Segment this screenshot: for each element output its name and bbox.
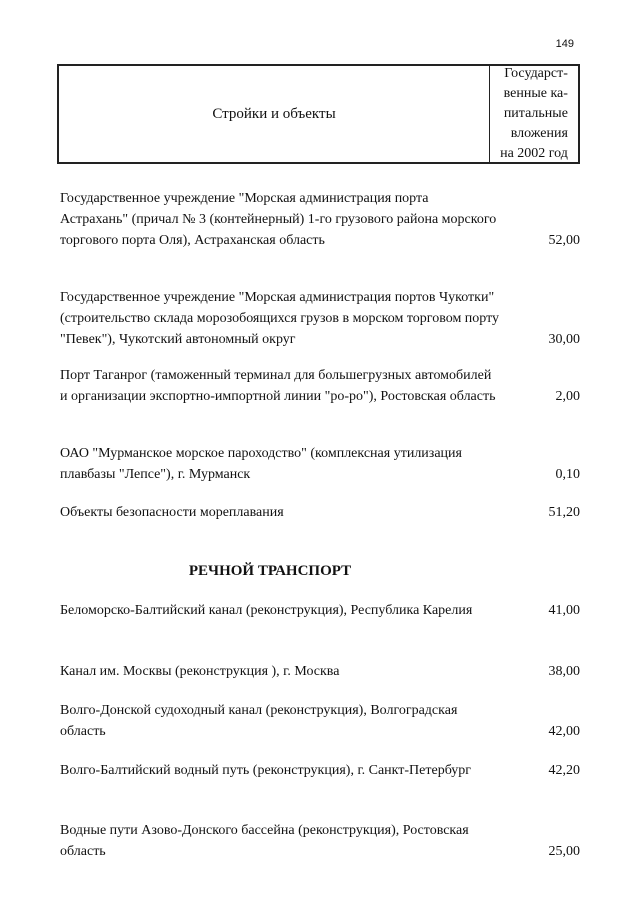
object-value: 41,00 xyxy=(548,603,580,618)
list-item xyxy=(60,502,580,523)
list-item xyxy=(60,287,580,350)
object-value: 51,20 xyxy=(548,505,580,520)
section-title: РЕЧНОЙ ТРАНСПОРТ xyxy=(188,563,352,579)
column-header-investments-label: Государст- венные ка- питальные вложения на 2002 год xyxy=(500,66,568,161)
object-name: Государственное учреждение "Морская администрация порта Астрахань" (причал № 3 (контейнерный) 1-го грузового района морского торгового порта Оля), Астраханская область xyxy=(60,191,497,248)
object-value: 2,00 xyxy=(555,389,580,404)
object-name: Волго-Донской судоходный канал (реконструкция), Волгоградская область xyxy=(60,703,458,739)
page-number: 149 xyxy=(555,38,574,50)
object-name: Беломорско-Балтийский канал (реконструкция), Республика Карелия xyxy=(60,603,473,618)
object-name: Объекты безопасности мореплавания xyxy=(60,505,284,520)
object-name: Государственное учреждение "Морская администрация портов Чукотки" (строительство склада морозобоящихся грузов в морском торговом порту "Певек"), Чукотский автономный округ xyxy=(60,290,500,347)
object-value: 0,10 xyxy=(555,467,580,482)
list-item xyxy=(60,760,580,781)
table-header xyxy=(57,64,580,164)
object-name: Водные пути Азово-Донского бассейна (реконструкция), Ростовская область xyxy=(60,823,469,859)
column-header-objects xyxy=(59,66,490,162)
object-name: Канал им. Москвы (реконструкция ), г. Москва xyxy=(60,664,340,679)
object-value: 52,00 xyxy=(548,233,580,248)
object-name: ОАО "Мурманское морское пароходство" (комплексная утилизация плавбазы "Лепсе"), г. Мурманск xyxy=(60,446,462,482)
object-value: 30,00 xyxy=(548,332,580,347)
object-name: Волго-Балтийский водный путь (реконструкция), г. Санкт-Петербург xyxy=(60,763,472,778)
object-value: 38,00 xyxy=(548,664,580,679)
list-item xyxy=(60,365,580,407)
list-item xyxy=(60,600,580,621)
column-header-objects-label: Стройки и объекты xyxy=(212,105,336,122)
object-value: 42,20 xyxy=(548,763,580,778)
column-header-investments xyxy=(490,66,578,162)
list-item xyxy=(60,188,580,251)
list-item xyxy=(60,700,580,742)
list-item xyxy=(60,661,580,682)
list-item xyxy=(60,820,580,862)
object-name: Порт Таганрог (таможенный терминал для большегрузных автомобилей и организации экспортно-импортной линии "ро-ро"), Ростовская область xyxy=(60,368,496,404)
object-value: 25,00 xyxy=(548,844,580,859)
list-item xyxy=(60,443,580,485)
object-value: 42,00 xyxy=(548,724,580,739)
